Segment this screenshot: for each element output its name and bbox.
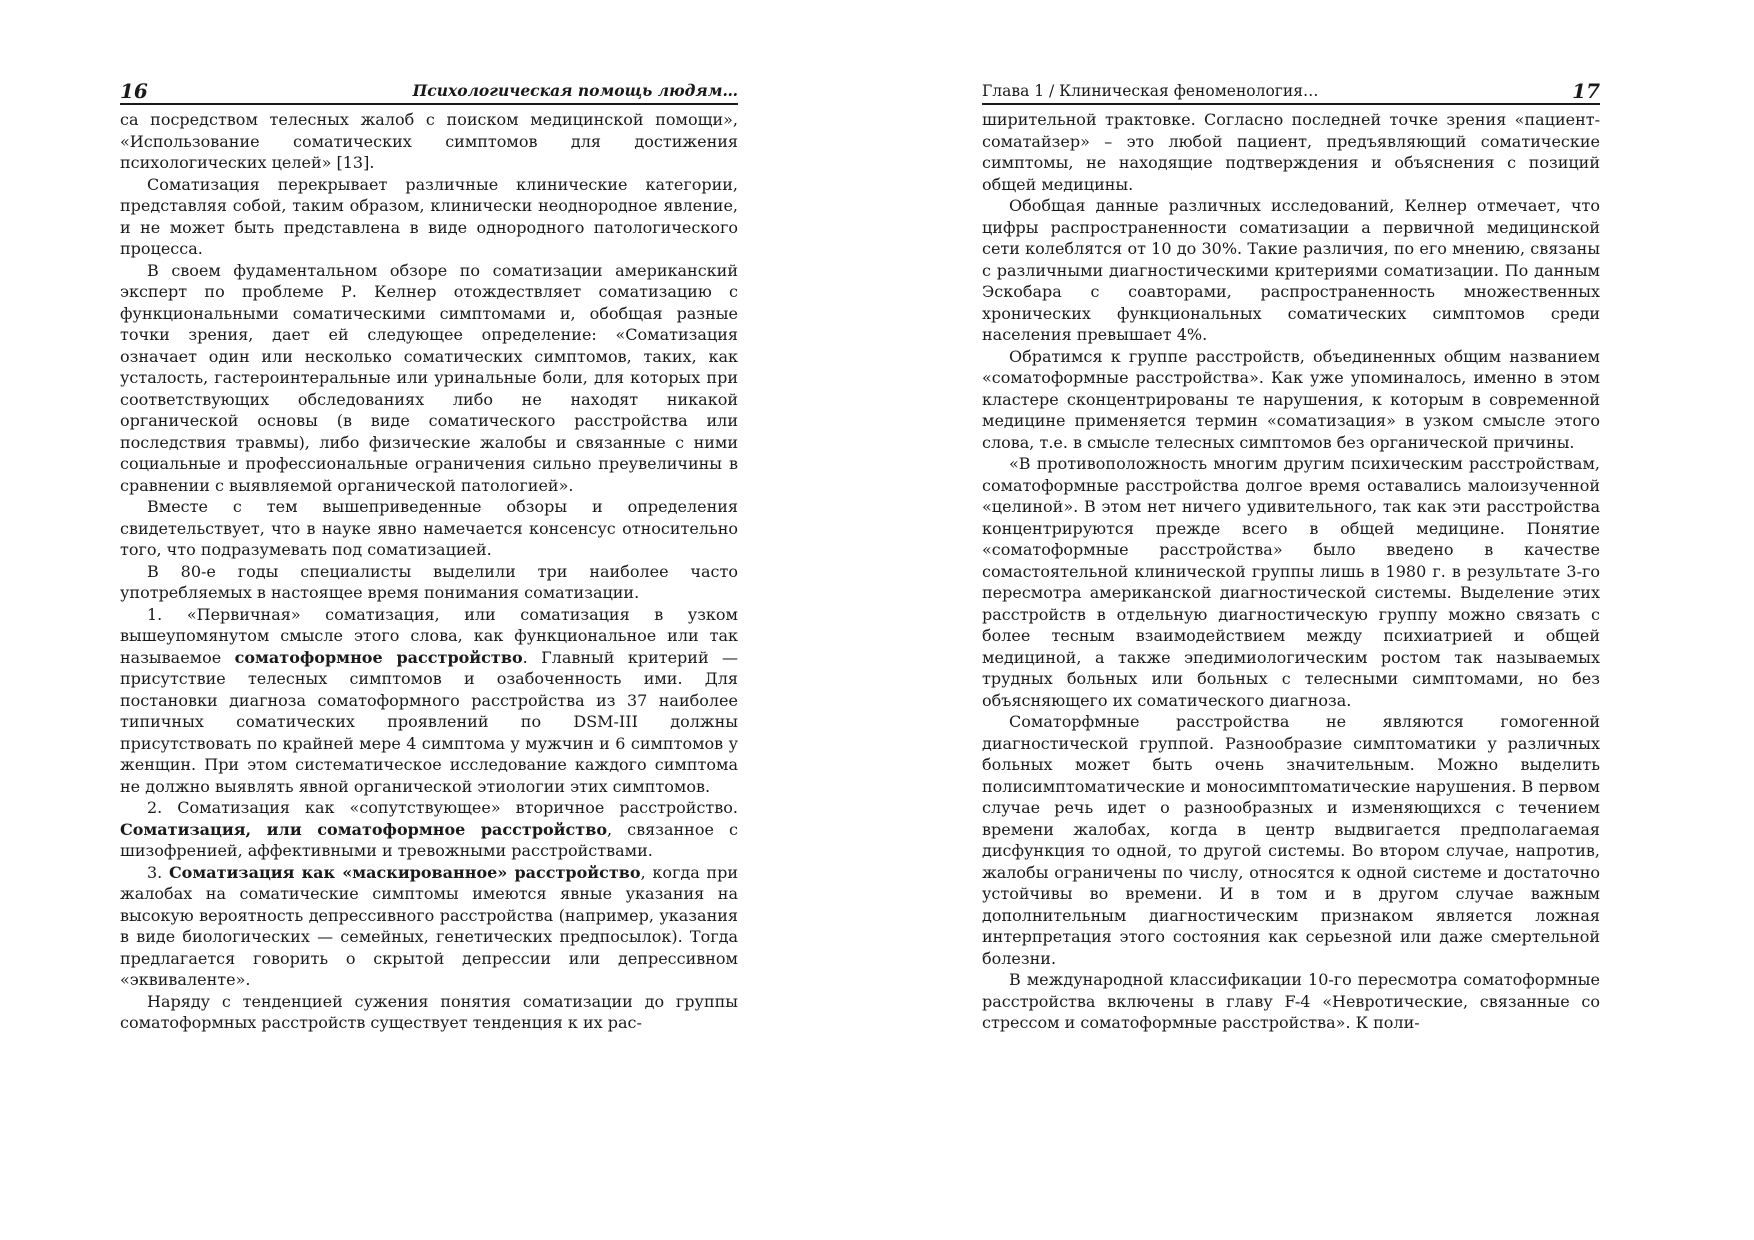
page-number: 17 [1572, 79, 1600, 103]
paragraph: Соматизация перекрывает различные клинические категории, представляя собой, таким образом, клинически неоднородное явление, и не может быть представлена в виде однородного патологического процесса. [120, 174, 738, 258]
list-item-text: , связанное с шизофренией, аффективными и тревожными расстройствами. [120, 819, 738, 860]
left-page [120, 76, 738, 1034]
list-item [120, 797, 738, 862]
bold-term: Соматизация как «маскированное» расстройство [168, 862, 641, 882]
left-page-body [120, 109, 738, 1034]
right-page-body [982, 109, 1600, 1034]
right-page [982, 76, 1600, 1034]
running-head: Глава 1 / Клиническая феноменология… [982, 82, 1319, 100]
list-item [120, 862, 738, 991]
left-page-header [120, 76, 738, 105]
paragraph: ширительной трактовке. Согласно последней точке зрения «пациент-соматайзер» – это любой пациент, предъявляющий соматические симптомы, не находящие подтверждения и объяснения с позиций общей медицины. [982, 110, 1600, 194]
paragraph: Обобщая данные различных исследований, Келнер отмечает, что цифры распространенности соматизации а первичной медицинской сети колеблятся от 10 до 30%. Такие различия, по его мнению, связаны с различными диагностическими критериями соматизации. По данным Эскобара с соавторами, распространенность множественных хронических функциональных соматических симптомов среди населения превышает 4%. [982, 196, 1600, 344]
bold-term: соматоформное расстройство [234, 647, 523, 667]
paragraph: Вместе с тем вышеприведенные обзоры и определения свидетельствует, что в науке явно намечается консенсус относительно того, что подразумевать под соматизацией. [120, 497, 738, 559]
list-item-text: 2. Соматизация как «сопутствующее» вторичное расстройство. [147, 798, 738, 817]
paragraph: са посредством телесных жалоб с поиском медицинской помощи», «Использование соматических симптомов для достижения психологических целей» [13]. [120, 110, 738, 172]
page-number: 16 [120, 79, 148, 103]
list-item-text: 1. «Первичная» соматизация, или соматизация в узком вышеупомянутом смысле этого слова, как функциональное или так называемое [120, 604, 738, 667]
paragraph: Наряду с тенденцией сужения понятия соматизации до группы соматоформных расстройств существует тенденция к их рас- [120, 991, 738, 1032]
paragraph: В 80-е годы специалисты выделили три наиболее часто употребляемых в настоящее время понимания соматизации. [120, 561, 738, 602]
right-page-header [982, 76, 1600, 105]
paragraph: Соматорфмные расстройства не являются гомогенной диагностической группой. Разнообразие симптоматики у различных больных может быть очень значительным. Можно выделить полисимптоматические и моносимптоматические нарушения. В первом случае речь идет о разнообразных и изменяющихся с течением времени жалобах, когда в центр выдвигается предполагаемая дисфункция то одной, то другой системы. Во втором случае, напротив, жалобы ограничены по числу, относятся к одной системе и достаточно устойчивы во времени. И в том и в другом случае важным дополнительным диагностическим признаком является ложная интерпретация этого состояния как серьезной или даже смертельной болезни. [982, 712, 1600, 968]
paragraph: «В противоположность многим другим психическим расстройствам, соматоформные расстройства долгое время оставались малоизученной «целиной». В этом нет ничего удивительного, так как эти расстройства концентрируются прежде всего в общей медицине. Понятие «соматоформные расстройства» было введено в качестве сомастоятельной клинической группы лишь в 1980 г. в результате 3-го пересмотра американской диагностической системы. Выделение этих расстройств в отдельную диагностическую группу можно связать с более тесным взаимодействием между психиатрией и общей медициной, а также эпедимиологическим ростом так называемых трудных больных или больных с телесными симптомами, но без объясняющего их соматического диагноза. [982, 454, 1600, 710]
paragraph: В международной классификации 10-го пересмотра соматоформные расстройства включены в главу F-4 «Невротические, связанные со стрессом и соматоформные расстройства». К поли- [982, 970, 1600, 1032]
list-item [120, 604, 738, 798]
paragraph: Обратимся к группе расстройств, объединенных общим названием «соматоформные расстройства». Как уже упоминалось, именно в этом кластере сконцентрированы те нарушения, к которым в современной медицине применяется термин «соматизация» в узком смысле этого слова, т.е. в смысле телесных симптомов без органической причины. [982, 346, 1600, 452]
list-item-text: 3. [147, 862, 169, 882]
list-item-text: . Главный критерий — присутствие телесных симптомов и озабоченность ими. Для постановки диагноза соматоформного расстройства из 37 наиболее типичных соматических проявлений по DSM-III должны присутствовать по крайней мере 4 симптома у мужчин и 6 симптомов у женщин. При этом систематическое исследование каждого симптома не должно выявлять явной органической этиологии этих симптомов. [120, 647, 739, 796]
running-head: Психологическая помощь людям… [412, 81, 738, 100]
bold-term: Соматизация, или соматоформное расстройство [120, 819, 607, 839]
list-item-text: , когда при жалобах на соматические симптомы имеются явные указания на высокую вероятность депрессивного расстройства (например, указания в виде биологических — семейных, генетических предпосылок). Тогда предлагается говорить о скрытой депрессии или депрессивном «эквиваленте». [120, 862, 738, 989]
paragraph: В своем фудаментальном обзоре по соматизации американский эксперт по проблеме Р. Келнер отождествляет соматизацию с функциональными соматическими симптомами и, обобщая разные точки зрения, дает ей следующее определение: «Соматизация означает один или несколько соматических симптомов, таких, как усталость, гастероинтеральные или уринальные боли, для которых при соответствующих обследованиях либо не находят никакой органической основы (в виде соматического расстройства или последствия травмы), либо физические жалобы и связанные с ними социальные и профессиональные ограничения сильно преувеличины в сравнении с выявляемой органической патологией». [120, 260, 738, 495]
